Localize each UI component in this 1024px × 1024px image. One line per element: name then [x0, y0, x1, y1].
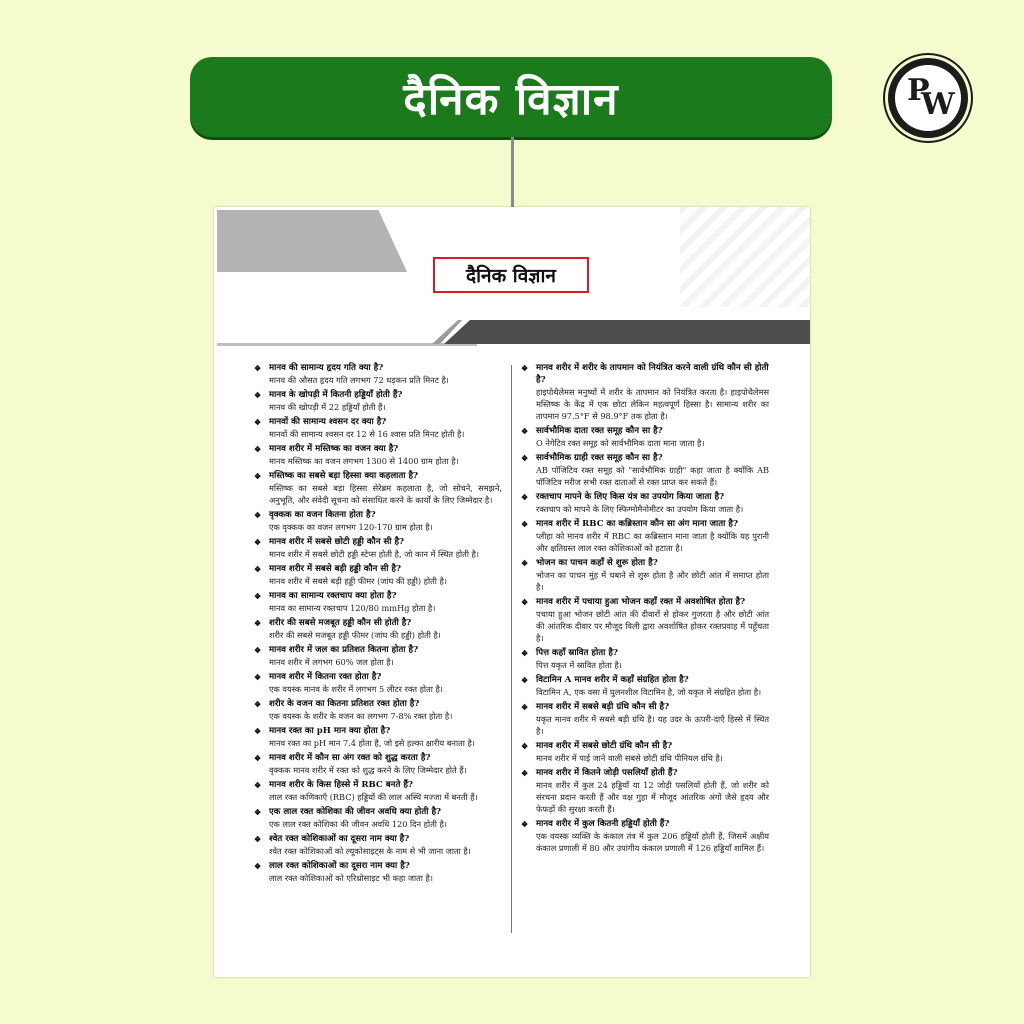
column-divider: [511, 365, 512, 933]
page-title: दैनिक विज्ञान: [466, 265, 556, 287]
answer-text: एक लाल रक्त कोशिका की जीवन अवधि 120 दिन होती है।: [269, 819, 447, 829]
qa-item: [521, 596, 769, 644]
qa-item: [521, 425, 769, 449]
question-text: ❖ मानव शरीर के किस हिस्से में RBC बनते हैं?: [254, 779, 502, 791]
question-text: ❖ मानवों की सामान्य श्वसन दर क्या है?: [254, 416, 502, 428]
qa-item: [254, 752, 502, 776]
qa-item: [521, 491, 769, 515]
qa-item: [254, 833, 502, 857]
answer-text: भोजन का पाचन मुंह में चबाने से शुरू होता है और छोटी आंत में समाप्त होता है।: [536, 570, 769, 592]
qa-item: [521, 767, 769, 815]
question-text: ❖ शरीर की सबसे मजबूत हड्डी कौन सी होती है?: [254, 617, 502, 629]
question-text: ❖ मानव का सामान्य रक्तचाप क्या होता है?: [254, 590, 502, 602]
question-text: ❖ मानव शरीर में RBC का कब्रिस्तान कौन सा अंग माना जाता है?: [521, 518, 769, 530]
header-rule-dark: [444, 320, 810, 344]
question-text: ❖ मानव रक्त का pH मान क्या होता है?: [254, 725, 502, 737]
answer-text: एक वयस्क मानव के शरीर में लगभग 5 लीटर रक्त होता है।: [269, 684, 443, 694]
qa-item: [521, 557, 769, 593]
question-text: ❖ सार्वभौमिक दाता रक्त समूह कौन सा है?: [521, 425, 769, 437]
question-text: ❖ मानव शरीर में सबसे छोटी हड्डी कौन सी है?: [254, 536, 502, 548]
answer-text: मानव शरीर में सबसे छोटी हड्डी स्टेप्स होती है, जो कान में स्थित होती है।: [269, 549, 480, 559]
answer-text: श्वेत रक्त कोशिकाओं को ल्यूकोसाइट्स के नाम से भी जाना जाता है।: [269, 846, 471, 856]
answer-text: मानव शरीर में पाई जाने वाली सबसे छोटी ग्रंथि पीनियल ग्रंथि है।: [536, 753, 723, 763]
answer-text: AB पॉजिटिव रक्त समूह को "सार्वभौमिक ग्राही" कहा जाता है क्योंकि AB पॉजिटिव मरीज सभी रक्त दाताओं से रक्त प्राप्त कर सकते हैं।: [536, 465, 769, 487]
answer-text: लाल रक्त कणिकाएँ (RBC) हड्डियों की लाल अस्थि मज्जा में बनती हैं।: [269, 792, 478, 802]
logo-letter-w: W: [921, 87, 955, 122]
qa-item: [521, 647, 769, 671]
question-text: ❖ वृक्कक का वजन कितना होता है?: [254, 509, 502, 521]
qa-item: [254, 617, 502, 641]
answer-text: एक वृक्कक का वजन लगभग 120-170 ग्राम होता है।: [269, 522, 433, 532]
answer-text: मानव रक्त का pH मान 7.4 होता है, जो इसे हल्का क्षारीय बनाता है।: [269, 738, 475, 748]
qa-item: [254, 725, 502, 749]
document-page: [214, 207, 810, 977]
right-column: [521, 362, 769, 857]
qa-item: [521, 701, 769, 737]
answer-text: वृक्कक मानव शरीर में रक्त को शुद्ध करने के लिए जिम्मेदार होते हैं।: [269, 765, 467, 775]
qa-item: [254, 536, 502, 560]
question-text: ❖ मानव शरीर में कितना रक्त होता है?: [254, 671, 502, 683]
qa-item: [254, 470, 502, 506]
answer-text: पित्त यकृत में स्रावित होता है।: [536, 660, 622, 670]
answer-text: मानव शरीर में लगभग 60% जल होता है।: [269, 657, 394, 667]
answer-text: O नेगेटिव रक्त समूह को सार्वभौमिक दाता माना जाता है।: [536, 438, 705, 448]
qa-item: [254, 671, 502, 695]
question-text: ❖ शरीर के वजन का कितना प्रतिशत रक्त होता है?: [254, 698, 502, 710]
answer-text: मानव की खोपड़ी में 22 हड्डियाँ होती हैं।: [269, 402, 386, 412]
answer-text: मानव शरीर में कुल 24 हड्डियाँ या 12 जोड़ी पसलियाँ होती हैं, जो शरीर को संरचना प्रदान करती हैं और वक्ष गुहा में मौजूद आंतरिक अंगों जैसे हृदय और फेफड़ों की सुरक्षा करती हैं।: [536, 780, 769, 814]
question-text: ❖ मानव के खोपड़ी में कितनी हड्डियाँ होती हैं?: [254, 389, 502, 401]
question-text: ❖ मानव शरीर में सबसे बड़ी हड्डी कौन सी है?: [254, 563, 502, 575]
qa-item: [254, 416, 502, 440]
answer-text: रक्तचाप को मापने के लिए स्फिग्मोमैनोमीटर का उपयोग किया जाता है।: [536, 504, 744, 514]
stripe-decoration: [680, 207, 810, 307]
answer-text: हाइपोथैलेमस मनुष्यों में शरीर के तापमान को नियंत्रित करता है। हाइपोथैलेमस मस्तिष्क के केंद्र में एक छोटा लेकिन महत्वपूर्ण हिस्सा है। सामान्य शरीर का तापमान 97.5°F से 98.9°F तक होता है।: [536, 387, 769, 421]
qa-item: [254, 806, 502, 830]
answer-text: मानव का सामान्य रक्तचाप 120/80 mmHg होता है।: [269, 603, 436, 613]
answer-text: यकृत मानव शरीर में सबसे बड़ी ग्रंथि है। यह उदर के ऊपरी-दाएँ हिस्से में स्थित है।: [536, 714, 769, 736]
answer-text: मानवों की सामान्य श्वसन दर 12 से 16 श्वास प्रति मिनट होती है।: [269, 429, 465, 439]
qa-item: [254, 779, 502, 803]
qa-item: [521, 674, 769, 698]
qa-item: [254, 644, 502, 668]
header-banner: [190, 57, 832, 137]
answer-text: शरीर की सबसे मजबूत हड्डी फीमर (जांघ की हड्डी) होती है।: [269, 630, 441, 640]
qa-item: [521, 518, 769, 554]
qa-item: [254, 362, 502, 386]
question-text: ❖ मानव शरीर में पचाया हुआ भोजन कहाँ रक्त में अवशोषित होता है?: [521, 596, 769, 608]
question-text: ❖ मस्तिष्क का सबसे बड़ा हिस्सा क्या कहलाता है?: [254, 470, 502, 482]
qa-item: [254, 860, 502, 884]
question-text: ❖ श्वेत रक्त कोशिकाओं का दूसरा नाम क्या है?: [254, 833, 502, 845]
qa-item: [254, 443, 502, 467]
qa-item: [254, 698, 502, 722]
qa-item: [521, 740, 769, 764]
banner-title: दैनिक विज्ञान: [403, 74, 619, 125]
question-text: ❖ मानव शरीर में सबसे छोटी ग्रंथि कौन सी है?: [521, 740, 769, 752]
answer-text: मस्तिष्क का सबसे बड़ा हिस्सा सेरेब्रम कहलाता है, जो सोचने, समझने, अनुभूति, और संवेदी सूचना को संसाधित करने के कार्यों के लिए जिम्मेदार है।: [269, 483, 502, 505]
question-text: ❖ भोजन का पाचन कहाँ से शुरू होता है?: [521, 557, 769, 569]
answer-text: मानव मस्तिष्क का वजन लगभग 1300 से 1400 ग्राम होता है।: [269, 456, 459, 466]
question-text: ❖ विटामिन A मानव शरीर में कहाँ संग्रहित होता है?: [521, 674, 769, 686]
logo-letter-p: P: [907, 73, 930, 108]
answer-text: मानव शरीर में सबसे बड़ी हड्डी फीमर (जांघ की हड्डी) होती है।: [269, 576, 447, 586]
qa-item: [254, 389, 502, 413]
answer-text: मानव की औसत हृदय गति लगभग 72 धड़कन प्रति मिनट है।: [269, 375, 449, 385]
answer-text: विटामिन A, एक वसा में घुलनशील विटामिन है, जो यकृत में संग्रहित होता है।: [536, 687, 762, 697]
answer-text: प्लीहा को मानव शरीर में RBC का कब्रिस्तान माना जाता है क्योंकि यह पुरानी और क्षतिग्रस्त लाल रक्त कोशिकाओं को हटाता है।: [536, 531, 769, 553]
answer-text: एक वयस्क व्यक्ति के कंकाल तंत्र में कुल 206 हड्डियाँ होती हैं, जिसमें अक्षीय कंकाल प्रणाली में 80 और उपांगीय कंकाल प्रणाली में 126 हड्डियाँ शामिल हैं।: [536, 831, 769, 853]
pw-logo-inner: [895, 65, 961, 131]
question-text: ❖ मानव शरीर में जल का प्रतिशत कितना होता है?: [254, 644, 502, 656]
qa-item: [521, 452, 769, 488]
answer-text: एक वयस्क के शरीर के वजन का लगभग 7-8% रक्त होता है।: [269, 711, 453, 721]
qa-item: [254, 563, 502, 587]
question-text: ❖ मानव शरीर में कुल कितनी हड्डियाँ होती हैं?: [521, 818, 769, 830]
question-text: ❖ मानव शरीर में मस्तिष्क का वजन क्या है?: [254, 443, 502, 455]
qa-item: [521, 818, 769, 854]
left-column: [254, 362, 502, 887]
question-text: ❖ मानव शरीर में शरीर के तापमान को नियंत्रित करने वाली ग्रंथि कौन सी होती है?: [521, 362, 769, 386]
question-text: ❖ मानव शरीर में कौन सा अंग रक्त को शुद्ध करता है?: [254, 752, 502, 764]
question-text: ❖ सार्वभौमिक ग्राही रक्त समूह कौन सा है?: [521, 452, 769, 464]
qa-item: [254, 590, 502, 614]
question-text: ❖ पित्त कहाँ स्रावित होता है?: [521, 647, 769, 659]
question-text: ❖ मानव शरीर में सबसे बड़ी ग्रंथि कौन सी है?: [521, 701, 769, 713]
qa-item: [521, 362, 769, 422]
question-text: ❖ मानव शरीर में कितने जोड़ी पसलियाँ होती हैं?: [521, 767, 769, 779]
page-title-box: [433, 257, 589, 293]
qa-item: [254, 509, 502, 533]
answer-text: पचाया हुआ भोजन छोटी आंत की दीवारों से होकर गुजरता है और छोटी आंत की आंतरिक दीवार पर मौजूद विली द्वारा अवशोषित होकर रक्तप्रवाह में पहुँचता है।: [536, 609, 769, 643]
question-text: ❖ लाल रक्त कोशिकाओं का दूसरा नाम क्या है?: [254, 860, 502, 872]
question-text: ❖ एक लाल रक्त कोशिका की जीवन अवधि क्या होती है?: [254, 806, 502, 818]
pw-logo: [888, 58, 968, 138]
question-text: ❖ मानव की सामान्य हृदय गति क्या है?: [254, 362, 502, 374]
answer-text: लाल रक्त कोशिकाओं को एरिथ्रोसाइट भी कहा जाता है।: [269, 873, 433, 883]
question-text: ❖ रक्तचाप मापने के लिए किस यंत्र का उपयोग किया जाता है?: [521, 491, 769, 503]
grey-corner-shape: [217, 210, 407, 272]
